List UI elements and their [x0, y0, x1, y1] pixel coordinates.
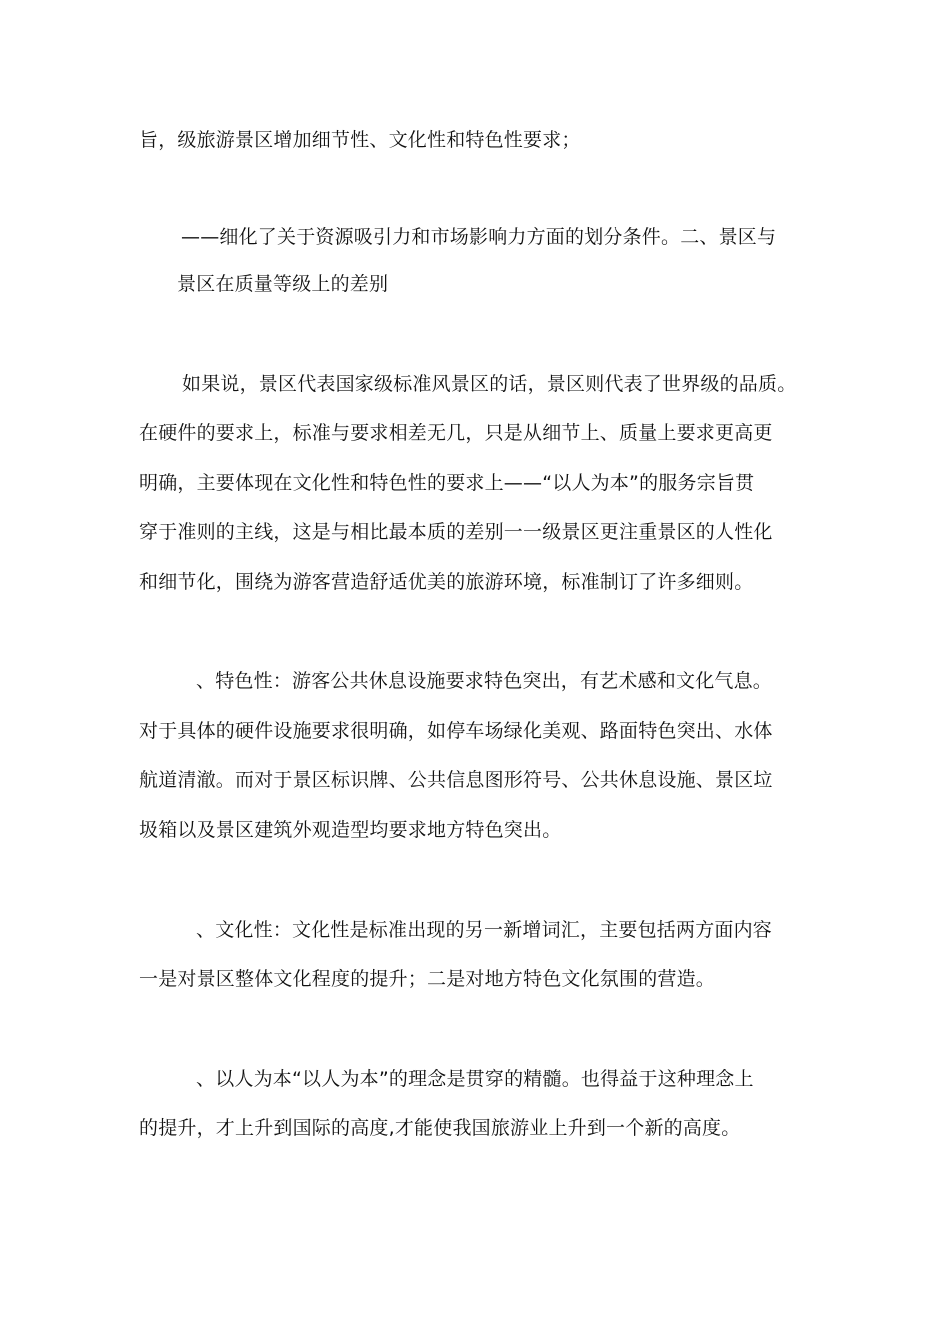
paragraph-3-line-4: 穿于准则的主线，这是与相比最本质的差别一一级景区更注重景区的人性化 — [139, 521, 773, 543]
paragraph-2-line-2: 景区在质量等级上的差别 — [177, 273, 389, 295]
paragraph-6-line-2: 的提升，才上升到国际的高度,才能使我国旅游业上升到一个新的高度。 — [139, 1117, 741, 1139]
paragraph-1-line-1: 旨，级旅游景区增加细节性、文化性和特色性要求； — [139, 129, 581, 151]
paragraph-3-line-5: 和细节化，围绕为游客营造舒适优美的旅游环境，标准制订了许多细则。 — [139, 571, 754, 593]
paragraph-4-line-3: 航道清澈。而对于景区标识牌、公共信息图形符号、公共休息设施、景区垃 — [139, 769, 773, 791]
paragraph-6-line-1: 、以人为本“以人为本”的理念是贯穿的精髓。也得益于这种理念上 — [196, 1068, 754, 1090]
paragraph-4-line-1: 、特色性：游客公共休息设施要求特色突出，有艺术感和文化气息。 — [196, 670, 773, 692]
paragraph-3-line-1: 如果说，景区代表国家级标准风景区的话，景区则代表了世界级的品质。 — [182, 373, 797, 395]
paragraph-2-line-1: ——细化了关于资源吸引力和市场影响力方面的划分条件。二、景区与 — [181, 226, 777, 248]
paragraph-5-line-1: 、文化性：文化性是标准出现的另一新增词汇，主要包括两方面内容 — [196, 919, 773, 941]
paragraph-4-line-4: 圾箱以及景区建筑外观造型均要求地方特色突出。 — [139, 819, 562, 841]
paragraph-3-line-3: 明确，主要体现在文化性和特色性的要求上——“以人为本”的服务宗旨贯 — [139, 472, 755, 494]
paragraph-4-line-2: 对于具体的硬件设施要求很明确，如停车场绿化美观、路面特色突出、水体 — [139, 720, 773, 742]
paragraph-5-line-2: 一是对景区整体文化程度的提升；二是对地方特色文化氛围的营造。 — [139, 968, 716, 990]
paragraph-3-line-2: 在硬件的要求上，标准与要求相差无几，只是从细节上、质量上要求更高更 — [139, 422, 773, 444]
